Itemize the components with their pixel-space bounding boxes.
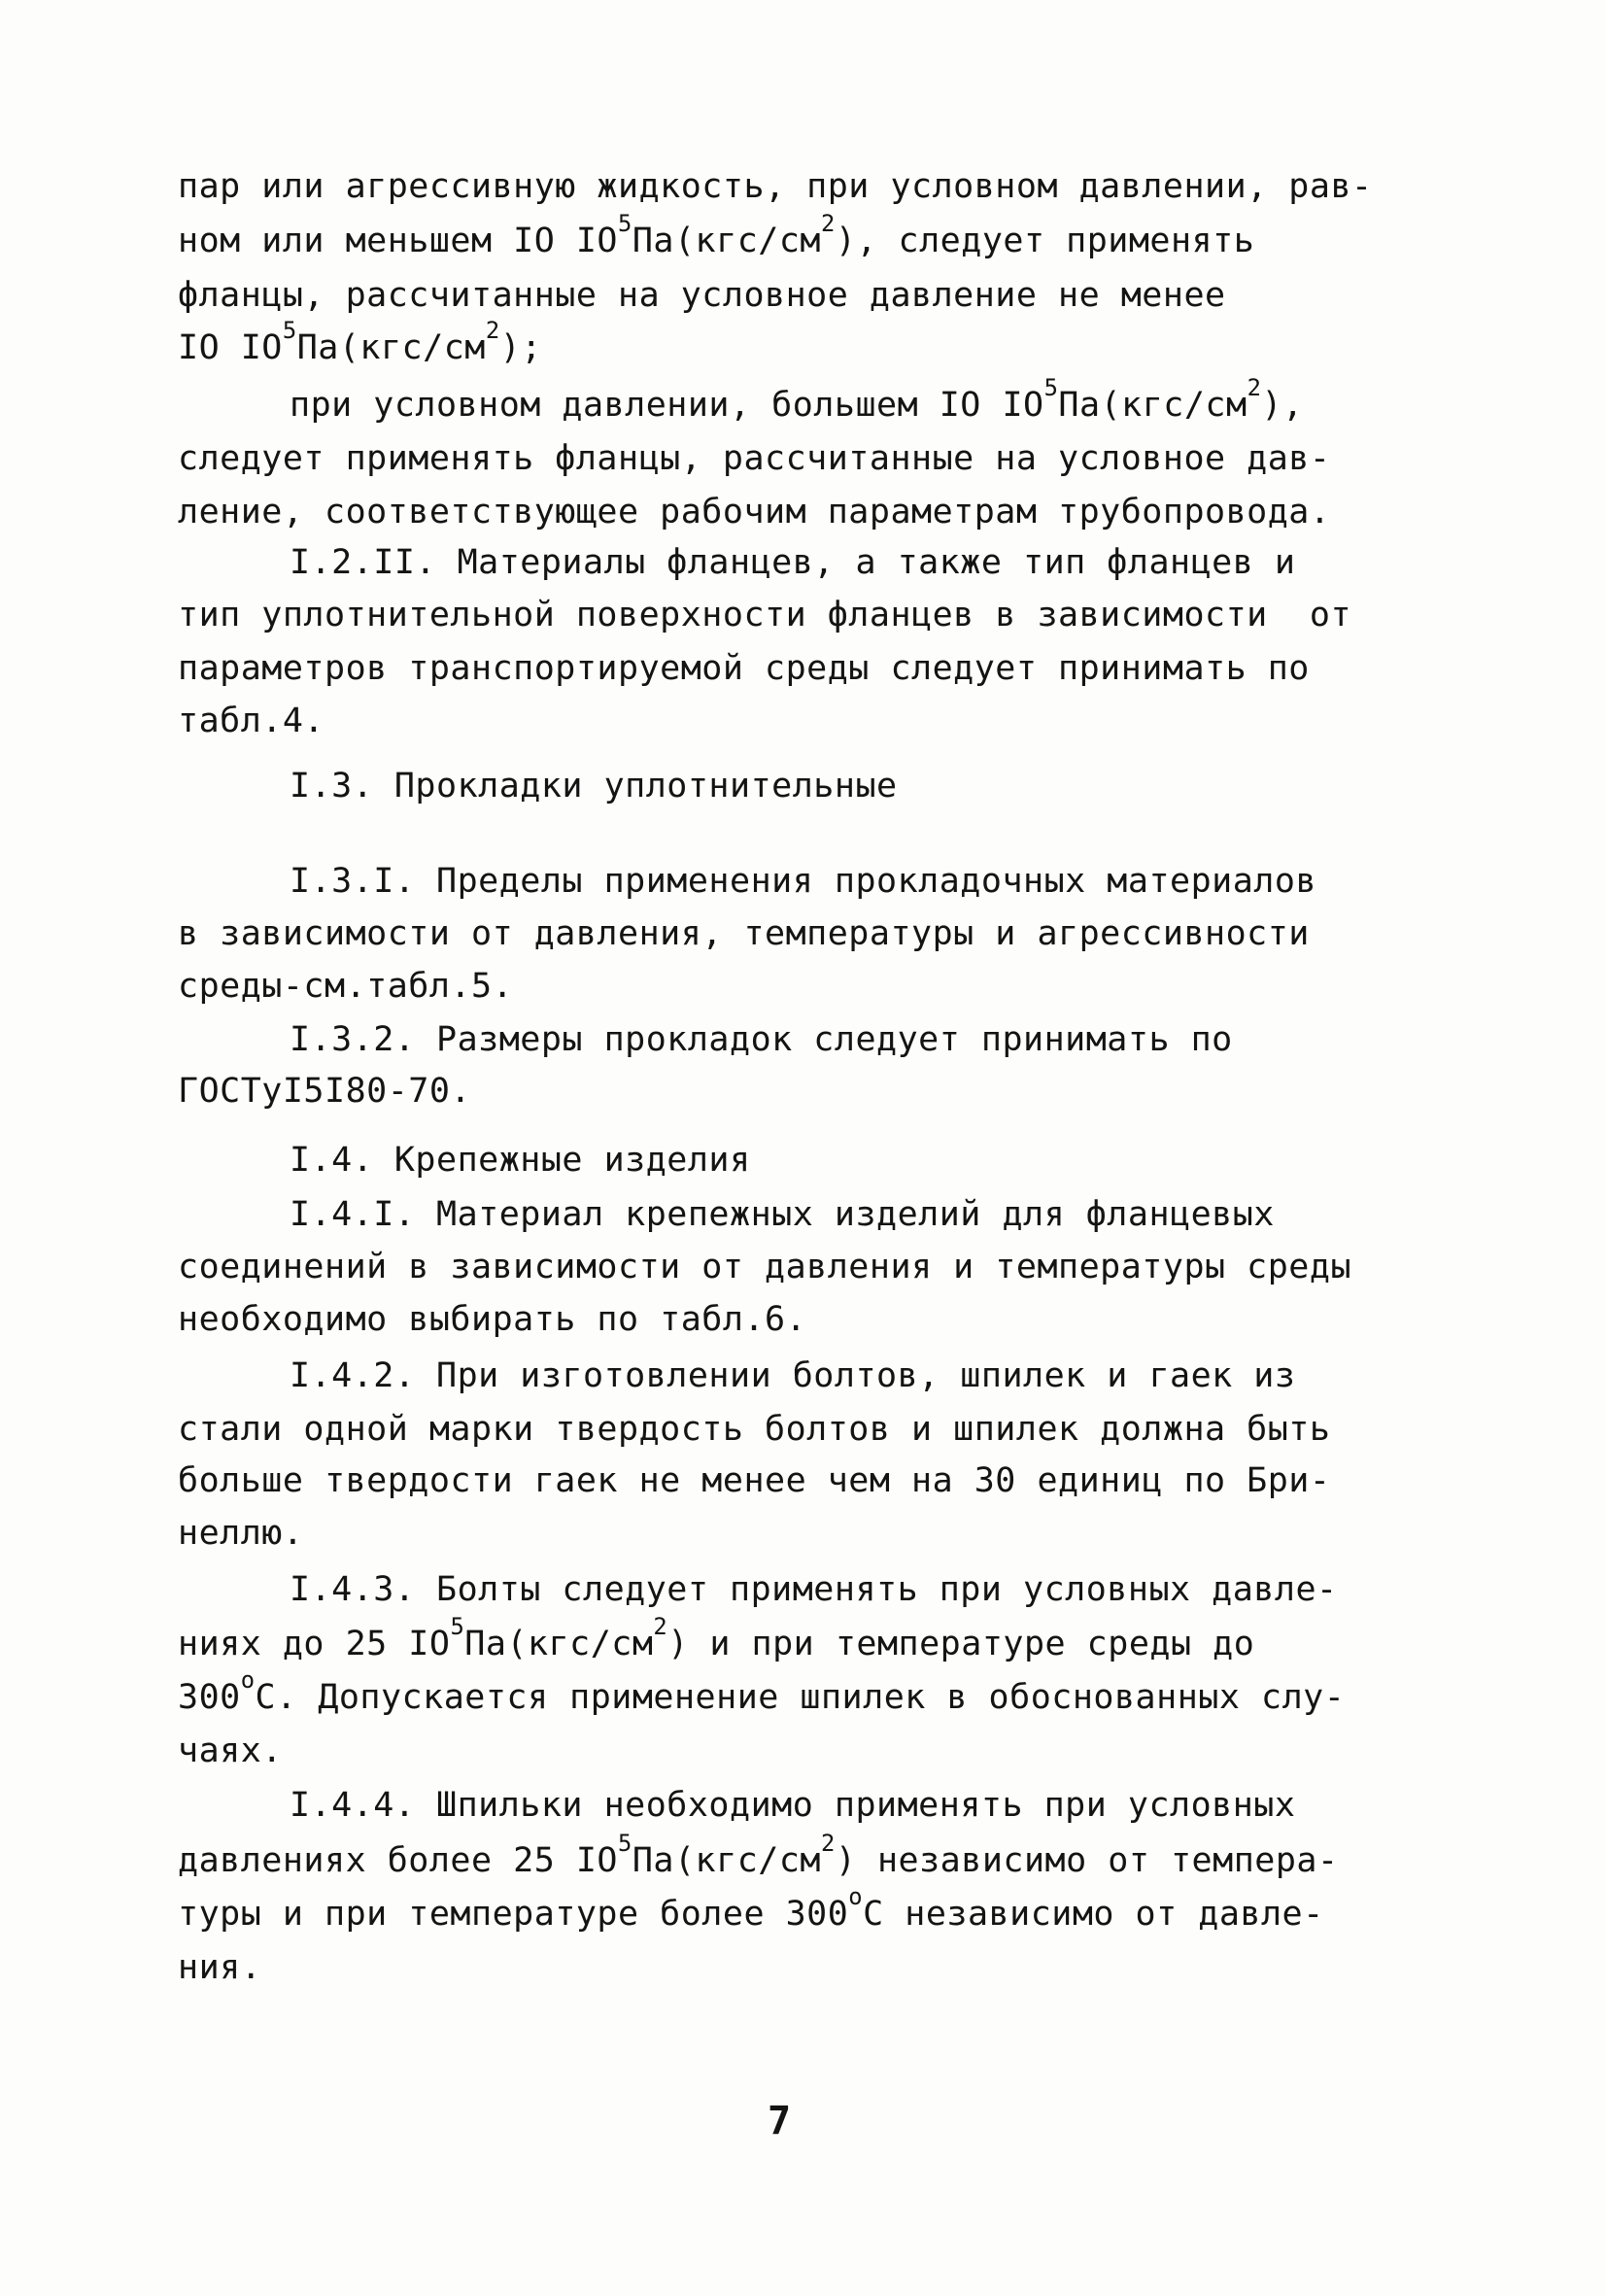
text-line <box>178 594 1351 636</box>
text-segment: ление, соответствующее рабочим параметрам трубопровода. <box>178 493 1331 531</box>
text-line <box>290 1354 1295 1397</box>
text-segment: I.4.3. Болты следует применять при условных давле- <box>290 1570 1338 1609</box>
text-segment: ГОСТуI5I80-70. <box>178 1072 472 1111</box>
text-segment: ния. <box>178 1948 262 1987</box>
text-segment: I.2.II. Материалы фланцев, а также тип фланцев и <box>290 543 1296 582</box>
text-line <box>178 1730 283 1772</box>
text-line <box>178 1829 1339 1882</box>
text-segment: чаях. <box>178 1731 283 1770</box>
superscript: 2 <box>485 316 500 344</box>
text-segment: IO IO <box>178 328 283 367</box>
text-line <box>178 1665 1346 1719</box>
text-line <box>178 647 1310 690</box>
text-line <box>178 1070 471 1113</box>
superscript: o <box>848 1882 864 1910</box>
text-segment: I.4.2. При изготовлении болтов, шпилек и гаек из <box>290 1356 1296 1395</box>
text-segment: фланцы, рассчитанные на условное давление не менее <box>178 276 1226 315</box>
text-segment: табл.4. <box>178 702 325 740</box>
superscript: 5 <box>1043 373 1059 401</box>
text-segment: С независимо от давле- <box>863 1895 1324 1934</box>
text-line <box>178 316 542 369</box>
text-segment: следует применять фланцы, рассчитанные на условное дав- <box>178 439 1331 478</box>
text-segment: больше твердости гаек не менее чем на 30 единиц по Бри- <box>178 1461 1331 1500</box>
superscript: 2 <box>821 209 836 237</box>
text-segment: I.4.4. Шпильки необходимо применять при условных <box>290 1786 1296 1825</box>
superscript: 2 <box>1247 373 1262 401</box>
text-line <box>290 1784 1295 1827</box>
text-segment: ), следует применять <box>835 222 1255 260</box>
text-segment: ном или меньшем IO IO <box>178 222 619 260</box>
text-line <box>290 860 1316 903</box>
text-segment: ), <box>1261 386 1304 425</box>
text-segment: I.3.I. Пределы применения прокладочных материалов <box>290 862 1317 901</box>
text-line <box>178 912 1310 955</box>
text-line <box>290 1568 1338 1611</box>
text-segment: I.3. Прокладки уплотнительные <box>290 767 898 805</box>
text-segment: давлениях более 25 IO <box>178 1841 619 1880</box>
text-segment: Па(кгс/см <box>632 1841 821 1880</box>
text-line <box>178 1298 806 1341</box>
text-line <box>178 1408 1330 1451</box>
section-heading <box>290 765 898 807</box>
text-line <box>178 1459 1330 1502</box>
text-line <box>178 1946 261 1989</box>
section-heading <box>290 1139 751 1182</box>
text-line <box>178 1882 1324 1936</box>
text-segment: ); <box>499 328 542 367</box>
text-segment: ) независимо от темпера- <box>835 1841 1339 1880</box>
text-line <box>290 1018 1233 1061</box>
superscript: 5 <box>618 1829 632 1857</box>
superscript: 2 <box>653 1612 668 1640</box>
superscript: 5 <box>618 209 632 237</box>
text-line <box>178 1512 303 1555</box>
text-segment: I.4. Крепежные изделия <box>290 1141 751 1180</box>
text-segment: I.3.2. Размеры прокладок следует принимать по <box>290 1020 1233 1059</box>
text-segment: при условном давлении, большем IO IO <box>290 386 1044 425</box>
text-segment: Па(кгс/см <box>464 1625 654 1663</box>
text-segment: стали одной марки твердость болтов и шпилек должна быть <box>178 1410 1331 1449</box>
text-segment: тип уплотнительной поверхности фланцев в зависимости от <box>178 596 1352 634</box>
text-segment: I.4.I. Материал крепежных изделий для фланцевых <box>290 1195 1275 1234</box>
text-segment: в зависимости от давления, температуры и агрессивности <box>178 914 1310 953</box>
text-line <box>290 373 1304 427</box>
text-segment: Па(кгс/см <box>1058 386 1247 425</box>
text-line <box>178 437 1330 480</box>
superscript: 5 <box>282 316 297 344</box>
text-line <box>178 1246 1351 1288</box>
text-segment: необходимо выбирать по табл.6. <box>178 1300 807 1339</box>
text-segment: ) и при температуре среды до <box>667 1625 1255 1663</box>
superscript: o <box>240 1665 256 1694</box>
text-segment: С. Допускается применение шпилек в обоснованных слу- <box>255 1678 1346 1717</box>
text-segment: параметров транспортируемой среды следует принимать по <box>178 649 1310 688</box>
superscript: 5 <box>450 1612 465 1640</box>
text-segment: Па(кгс/см <box>632 222 821 260</box>
text-segment: пар или агрессивную жидкость, при условном давлении, рав- <box>178 167 1373 206</box>
superscript: 2 <box>821 1829 836 1857</box>
page-number: 7 <box>768 2099 792 2143</box>
text-segment: неллю. <box>178 1514 304 1553</box>
text-line <box>178 274 1226 317</box>
text-segment: ниях до 25 IO <box>178 1625 451 1663</box>
text-line <box>178 165 1373 208</box>
text-segment: туры и при температуре более 300 <box>178 1895 849 1934</box>
text-line <box>178 1612 1255 1665</box>
text-line <box>178 700 325 742</box>
text-line <box>178 965 513 1008</box>
text-segment: соединений в зависимости от давления и температуры среды <box>178 1248 1352 1286</box>
text-segment: 300 <box>178 1678 241 1717</box>
text-line <box>290 1193 1275 1236</box>
text-segment: среды-см.табл.5. <box>178 967 514 1006</box>
text-line <box>178 209 1255 262</box>
text-segment: Па(кгс/см <box>296 328 486 367</box>
text-line <box>290 541 1295 584</box>
text-line <box>178 491 1330 533</box>
